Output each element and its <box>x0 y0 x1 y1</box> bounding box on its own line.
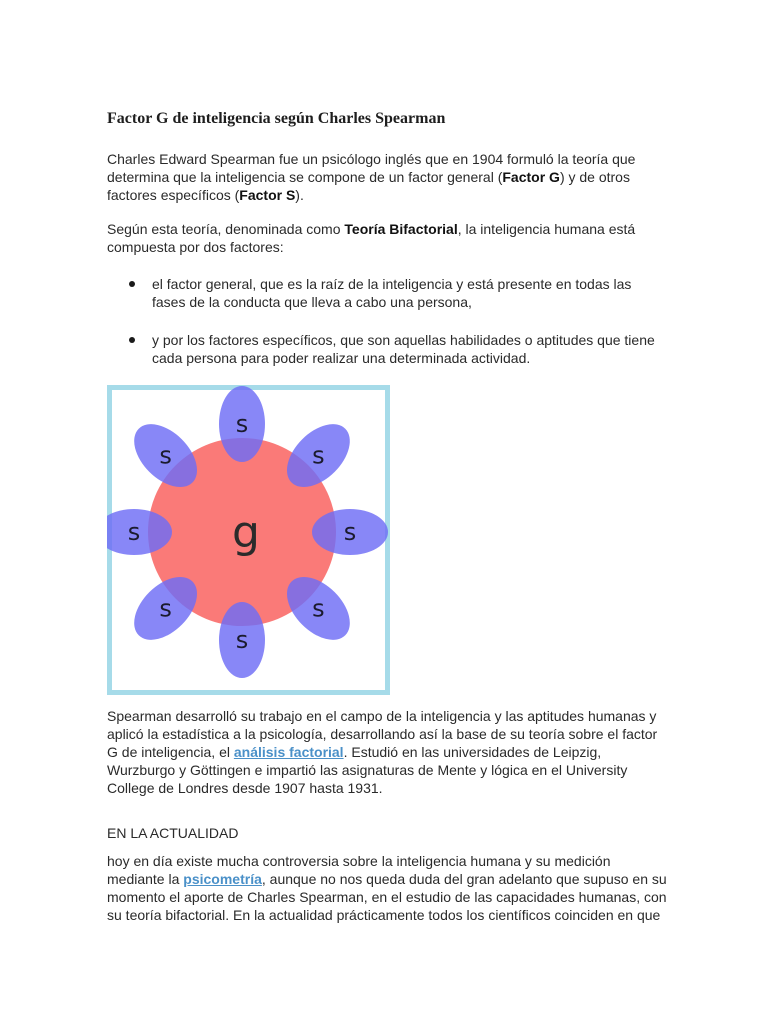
general-factor-label: g <box>232 507 260 558</box>
specific-factor-right <box>312 509 388 555</box>
specific-factor-bottom <box>219 602 265 678</box>
specific-factor-label: s <box>312 441 325 470</box>
specific-factor-label: s <box>127 518 141 546</box>
specific-factor-top <box>219 386 265 462</box>
theory-paragraph <box>107 220 667 256</box>
today-paragraph <box>107 852 667 924</box>
factors-list <box>107 275 667 387</box>
specific-factor-label: s <box>235 410 249 438</box>
psicometria-link[interactable]: psicometría <box>183 871 262 887</box>
analisis-factorial-link[interactable]: análisis factorial <box>233 744 344 760</box>
list-item: y por los factores específicos, que son aquellas habilidades o aptitudes que tiene cada persona para poder realizar una determinada actividad. <box>107 331 667 367</box>
intro-paragraph <box>107 150 667 204</box>
theory-text-1: Según esta teoría, denominada como <box>107 221 345 237</box>
specific-factor-label: s <box>343 518 357 546</box>
today-text-1: hoy en día existe mucha controversia sobre la inteligencia humana y su medición mediante la <box>107 853 611 887</box>
intro-text-1: Charles Edward Spearman fue un psicólogo inglés que en 1904 formuló la teoría que determina que la inteligencia se compone de un factor general ( <box>107 151 636 185</box>
bifactorial-term: Teoría Bifactorial <box>344 221 458 237</box>
page-title: Factor G de inteligencia según Charles Spearman <box>107 110 446 127</box>
specific-factor-label: s <box>159 594 172 623</box>
development-paragraph <box>107 707 667 797</box>
specific-factor-label: s <box>159 441 172 470</box>
list-item: el factor general, que es la raíz de la inteligencia y está presente en todas las fases de la conducta que lleva a cabo una persona, <box>107 275 667 311</box>
diagram-svg <box>107 385 390 695</box>
intro-text-3: ). <box>295 187 304 203</box>
specific-factor-label: s <box>312 594 325 623</box>
factor-g-term: Factor G <box>502 169 560 185</box>
intro-text-2: ) y de otros factores específicos ( <box>107 169 630 203</box>
development-text-1: Spearman desarrolló su trabajo en el campo de la inteligencia y las aptitudes humanas y aplicó la estadística a la psicología, desarrollando así la base de su teoría sobre el factor G de inteligencia, el <box>107 708 658 760</box>
today-text-2: , aunque no nos queda duda del gran adelanto que supuso en su momento el aporte de Charles Spearman, en el estudio de las capacidades humanas, con su teoría bifactorial. En la actualidad prácticamente todos los científicos coinciden en que <box>107 871 667 923</box>
development-text-2: . Estudió en las universidades de Leipzig, Wurzburgo y Göttingen e impartió las asignaturas de Mente y lógica en el University College de Londres desde 1907 hasta 1931. <box>107 744 628 796</box>
specific-factor-label: s <box>235 626 249 654</box>
factor-s-term: Factor S <box>239 187 296 203</box>
section-heading: EN LA ACTUALIDAD <box>107 825 239 841</box>
theory-text-2: , la inteligencia humana está compuesta por dos factores: <box>107 221 636 255</box>
spearman-diagram <box>107 385 390 695</box>
